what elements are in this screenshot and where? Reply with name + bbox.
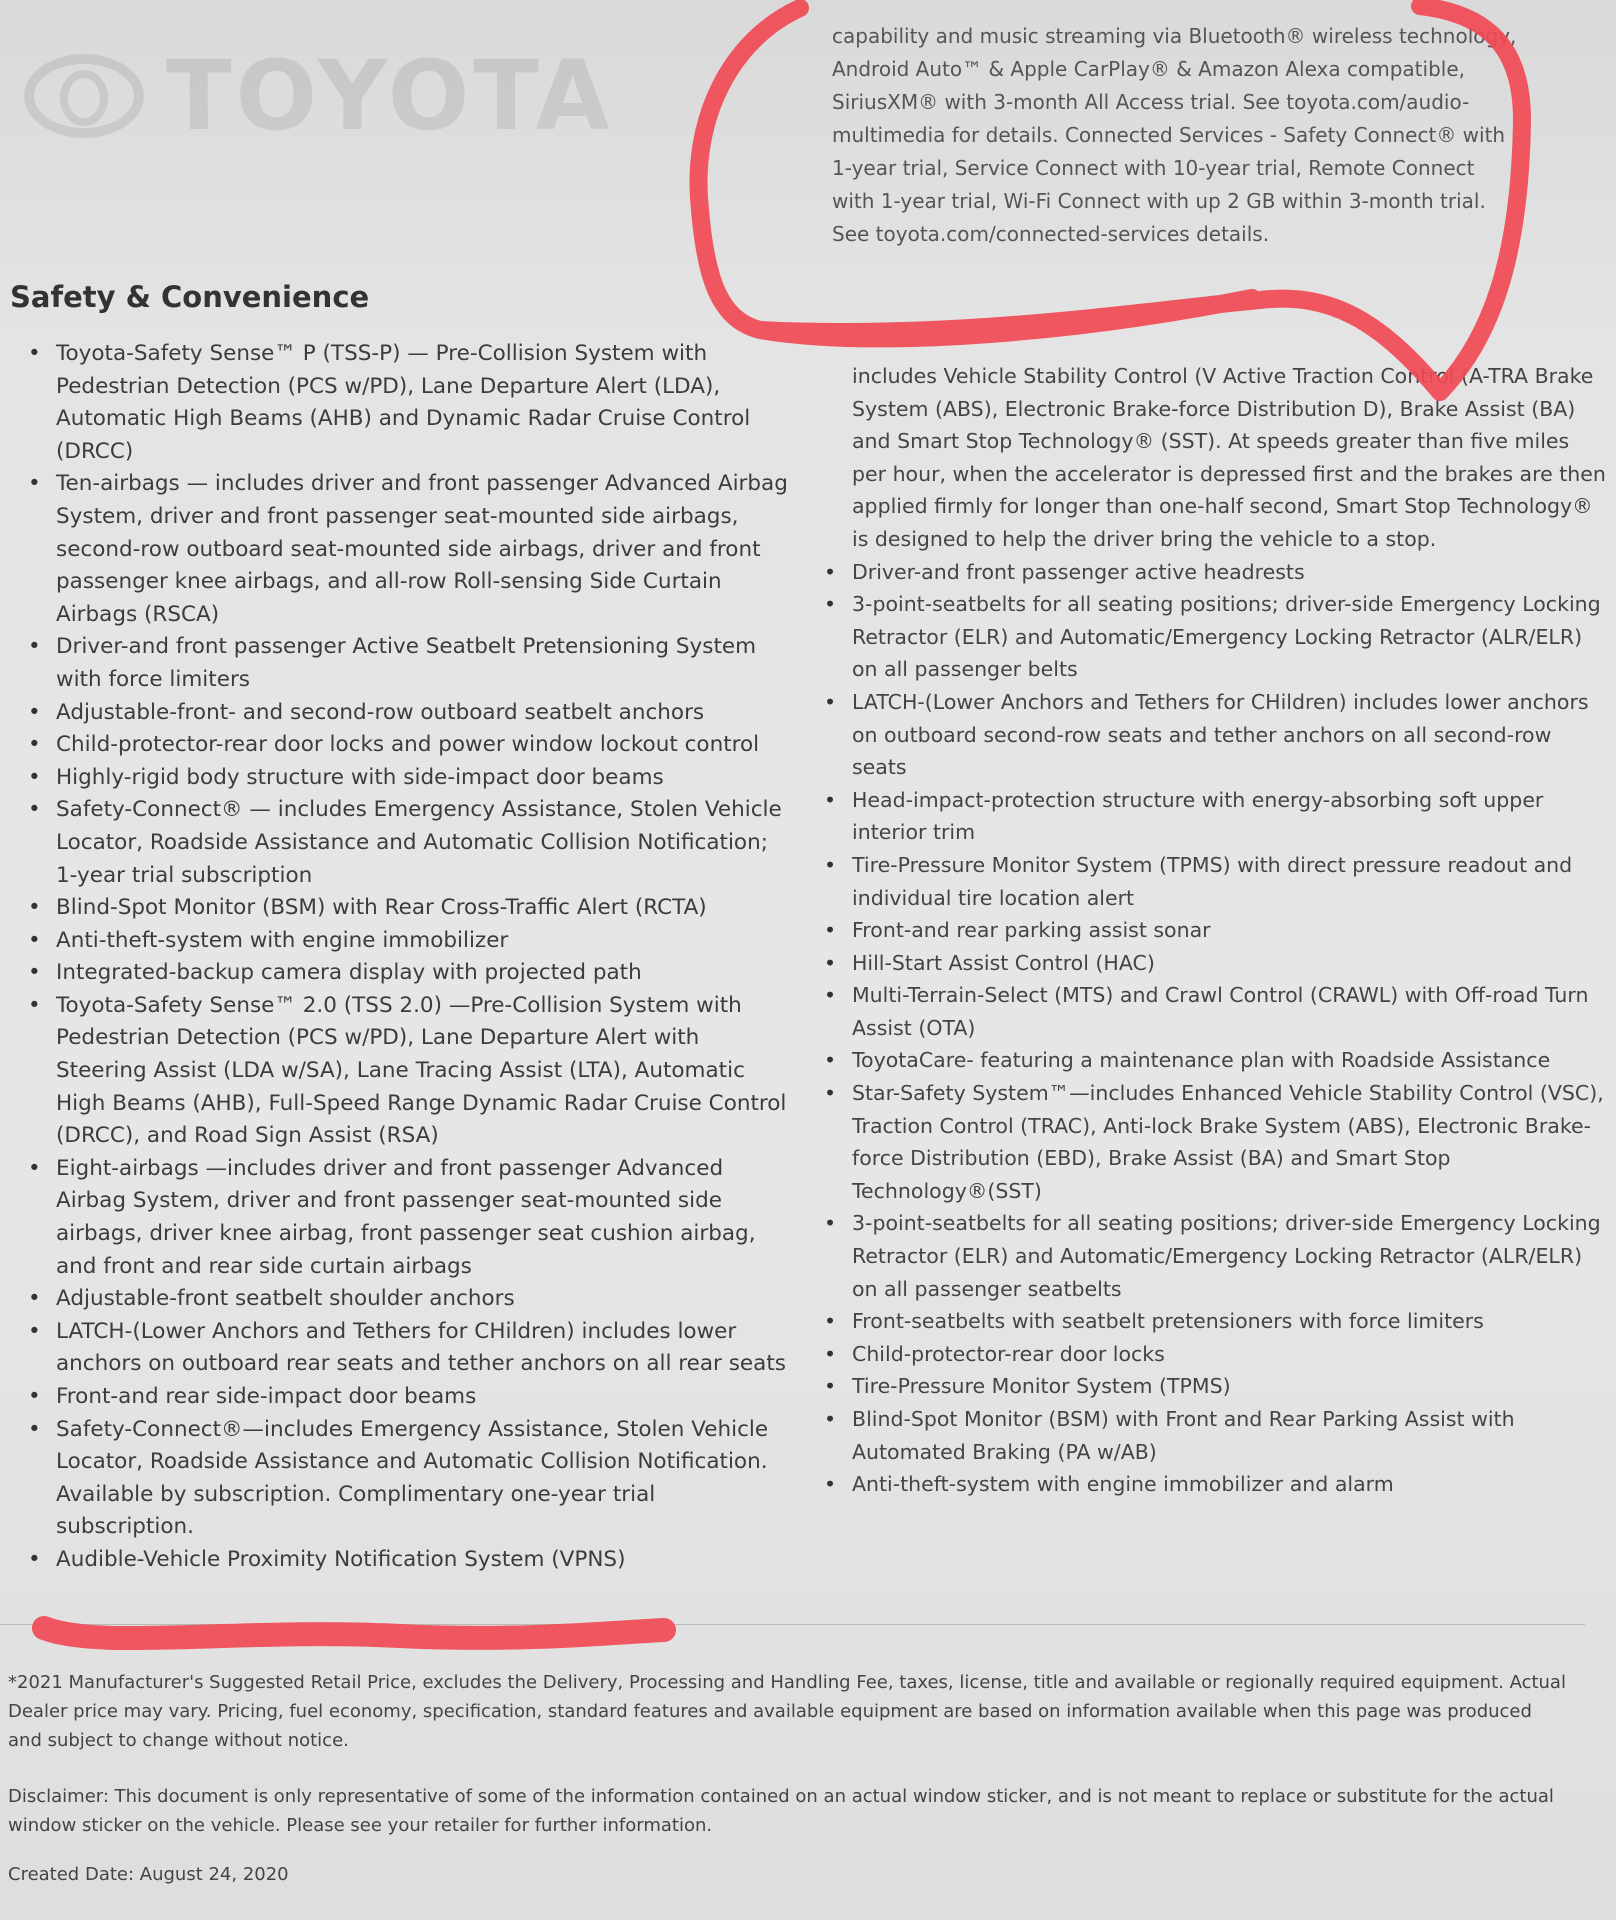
right-feature-item: • Hill-Start Assist Control (HAC)	[824, 947, 1606, 980]
right-feature-item: • Tire-Pressure Monitor System (TPMS)	[824, 1370, 1606, 1403]
left-feature-item: • Highly-rigid body structure with side-impact door beams	[28, 762, 796, 795]
left-feature-item: • Eight-airbags —includes driver and front passenger Advanced Airbag System, driver and front passenger seat-mounted side airbags, driver knee airbag, front passenger seat cushion airbag, and front and rear side curtain airbags	[28, 1153, 796, 1283]
disclaimer: Disclaimer: This document is only representative of some of the information contained on an actual window sticker, and is not meant to replace or substitute for the actual window sticker on the vehicle. Please see your retailer for further information.	[8, 1786, 1554, 1836]
right-feature-item: • Tire-Pressure Monitor System (TPMS) with direct pressure readout and individual tire location alert	[824, 849, 1606, 914]
section-title: Safety & Convenience	[10, 280, 370, 314]
right-feature-item: • Blind-Spot Monitor (BSM) with Front and Rear Parking Assist with Automated Braking (PA w/AB)	[824, 1403, 1606, 1468]
partial-feature-item	[824, 360, 1606, 556]
right-feature-item: • Front-seatbelts with seatbelt pretensioners with force limiters	[824, 1305, 1606, 1338]
logo-wordmark: TOYOTA	[166, 40, 614, 152]
partial-line-4: D), Brake Assist (BA) and Smart Stop Technology® (SST). At speeds greater than five miles per hour, when the accelerator is depressed first and the brakes are then applied firmly for longer than one-half second, Smart Stop Technology® is designed to help the driver bring the vehicle to a stop.	[852, 396, 1606, 551]
partial-line-3: Brake System (ABS), Electronic Brake-force Distribution	[852, 364, 1594, 421]
right-feature-item: • Multi-Terrain-Select (MTS) and Crawl Control (CRAWL) with Off-road Turn Assist (OTA)	[824, 979, 1606, 1044]
left-feature-list	[28, 338, 796, 1577]
left-feature-item: • LATCH-(Lower Anchors and Tethers for CHildren) includes lower anchors on outboard rear seats and tether anchors on all rear seats	[28, 1316, 796, 1381]
footer-divider	[0, 1624, 1585, 1625]
left-feature-item: • Child-protector-rear door locks and power window lockout control	[28, 729, 796, 762]
left-feature-item: • Audible-Vehicle Proximity Notification System (VPNS)	[28, 1544, 796, 1577]
created-date: Created Date: August 24, 2020	[8, 1864, 289, 1885]
right-feature-item: • Head-impact-protection structure with energy-absorbing soft upper interior trim	[824, 784, 1606, 849]
left-feature-item: • Front-and rear side-impact door beams	[28, 1381, 796, 1414]
left-feature-item: • Driver-and front passenger Active Seatbelt Pretensioning System with force limiters	[28, 631, 796, 696]
toyota-logo	[24, 40, 614, 152]
partial-line-1: includes Vehicle Stability Control (V	[852, 364, 1217, 388]
left-feature-item: • Integrated-backup camera display with projected path	[28, 957, 796, 990]
left-feature-item: • Ten-airbags — includes driver and front passenger Advanced Airbag System, driver and front passenger seat-mounted side airbags, second-row outboard seat-mounted side airbags, driver and front passenger knee airbags, and all-row Roll-sensing Side Curtain Airbags (RSCA)	[28, 468, 796, 631]
msrp-footnote: *2021 Manufacturer's Suggested Retail Price, excludes the Delivery, Processing and Handling Fee, taxes, license, title and available or regionally required equipment. Actual Dealer price may vary. Pricing, fuel economy, specification, standard features and available equipment are based on information available when this page was produced and subject to change without notice.	[8, 1672, 1566, 1751]
left-feature-item: • Blind-Spot Monitor (BSM) with Rear Cross-Traffic Alert (RCTA)	[28, 892, 796, 925]
right-feature-item: • 3-point-seatbelts for all seating positions; driver-side Emergency Locking Retractor (ELR) and Automatic/Emergency Locking Retractor (ALR/ELR) on all passenger belts	[824, 588, 1606, 686]
red-underline-annotation	[44, 1628, 664, 1638]
right-feature-item: • Child-protector-rear door locks	[824, 1338, 1606, 1371]
right-feature-item: • LATCH-(Lower Anchors and Tethers for CHildren) includes lower anchors on outboard second-row seats and tether anchors on all second-row seats	[824, 686, 1606, 784]
right-feature-item: • Anti-theft-system with engine immobilizer and alarm	[824, 1468, 1606, 1501]
left-feature-item: • Toyota-Safety Sense™ P (TSS-P) — Pre-Collision System with Pedestrian Detection (PCS w/PD), Lane Departure Alert (LDA), Automatic High Beams (AHB) and Dynamic Radar Cruise Control (DRCC)	[28, 338, 796, 468]
multimedia-paragraph: capability and music streaming via Bluetooth® wireless technology, Android Auto™ & Apple CarPlay® & Amazon Alexa compatible, SiriusXM® with 3-month All Access trial. See toyota.com/audio-multimedia for details. Connected Services - Safety Connect® with 1-year trial, Service Connect with 10-year trial, Remote Connect with 1-year trial, Wi-Fi Connect with up 2 GB within 3-month trial. See toyota.com/connected-services details.	[832, 24, 1517, 246]
right-feature-item: • 3-point-seatbelts for all seating positions; driver-side Emergency Locking Retractor (ELR) and Automatic/Emergency Locking Retractor (ALR/ELR) on all passenger seatbelts	[824, 1207, 1606, 1305]
left-feature-item: • Adjustable-front seatbelt shoulder anchors	[28, 1283, 796, 1316]
left-feature-item: • Adjustable-front- and second-row outboard seatbelt anchors	[28, 697, 796, 730]
left-feature-item: • Anti-theft-system with engine immobilizer	[28, 925, 796, 958]
right-feature-item: • Driver-and front passenger active headrests	[824, 556, 1606, 589]
left-feature-item: • Toyota-Safety Sense™ 2.0 (TSS 2.0) —Pre-Collision System with Pedestrian Detection (PCS w/PD), Lane Departure Alert with Steering Assist (LDA w/SA), Lane Tracing Assist (LTA), Automatic High Beams (AHB), Full-Speed Range Dynamic Radar Cruise Control (DRCC), and Road Sign Assist (RSA)	[28, 990, 796, 1153]
left-feature-item: • Safety-Connect® — includes Emergency Assistance, Stolen Vehicle Locator, Roadside Assistance and Automatic Collision Notification; 1-year trial subscription	[28, 794, 796, 892]
partial-line-2: Active Traction Control (A-TRA	[1222, 364, 1529, 388]
left-feature-item: • Safety-Connect®—includes Emergency Assistance, Stolen Vehicle Locator, Roadside Assistance and Automatic Collision Notification. Available by subscription. Complimentary one-year trial subscription.	[28, 1414, 796, 1544]
right-feature-item: • ToyotaCare- featuring a maintenance plan with Roadside Assistance	[824, 1044, 1606, 1077]
toyota-emblem-icon	[24, 54, 144, 138]
right-feature-item: • Star-Safety System™—includes Enhanced Vehicle Stability Control (VSC), Traction Control (TRAC), Anti-lock Brake System (ABS), Electronic Brake-force Distribution (EBD), Brake Assist (BA) and Smart Stop Technology®(SST)	[824, 1077, 1606, 1207]
right-feature-list	[824, 360, 1606, 1501]
right-feature-item: • Front-and rear parking assist sonar	[824, 914, 1606, 947]
